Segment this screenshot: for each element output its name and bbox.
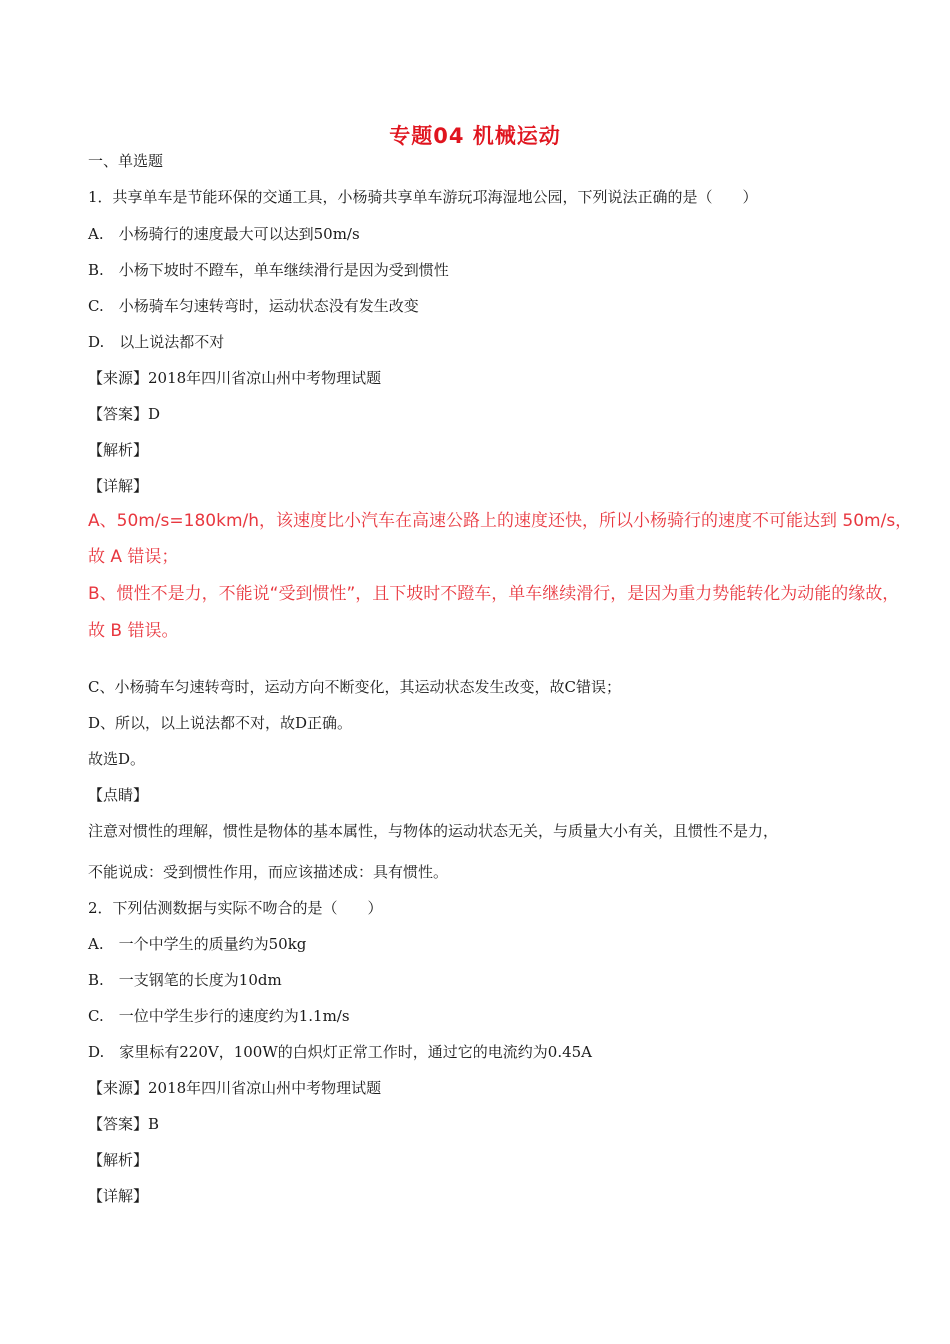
q1-option-b: B. 小杨下坡时不蹬车，单车继续滑行是因为受到惯性 xyxy=(88,261,449,279)
q1-analysis-label: 【解析】 xyxy=(88,441,149,459)
q1-line-c: C、小杨骑车匀速转弯时，运动方向不断变化，其运动状态发生改变，故C错误； xyxy=(88,678,621,696)
q2-source: 【来源】2018年四川省凉山州中考物理试题 xyxy=(88,1079,382,1097)
q1-tip-line-2: 不能说成：受到惯性作用，而应该描述成：具有惯性。 xyxy=(88,863,449,881)
q2-detail-label: 【详解】 xyxy=(88,1187,149,1205)
q1-source: 【来源】2018年四川省凉山州中考物理试题 xyxy=(88,369,382,387)
q2-stem: 2．下列估测数据与实际不吻合的是（ ） xyxy=(88,899,383,917)
q2-answer: 【答案】B xyxy=(88,1115,160,1133)
page-title: 专题04 机械运动 xyxy=(389,124,561,148)
q1-red-line-1: A、50m/s=180km/h，该速度比小汽车在高速公路上的速度还快，所以小杨骑行的速度不可能达到 50m/s， xyxy=(88,511,913,531)
q1-tip-line-1: 注意对惯性的理解，惯性是物体的基本属性，与物体的运动状态无关，与质量大小有关，且惯性不是力， xyxy=(88,822,779,840)
q1-detail-label: 【详解】 xyxy=(88,477,149,495)
q2-option-d: D. 家里标有220V，100W的白炽灯正常工作时，通过它的电流约为0.45A xyxy=(88,1043,593,1061)
q2-option-c: C. 一位中学生步行的速度约为1.1m/s xyxy=(88,1007,350,1025)
q1-answer: 【答案】D xyxy=(88,405,161,423)
q2-option-b: B. 一支钢笔的长度为10dm xyxy=(88,971,282,989)
q1-red-line-2: 故 A 错误； xyxy=(88,547,179,567)
q1-line-d: D、所以，以上说法都不对，故D正确。 xyxy=(88,714,353,732)
q1-option-c: C. 小杨骑车匀速转弯时，运动状态没有发生改变 xyxy=(88,297,419,315)
section-heading: 一、单选题 xyxy=(88,152,164,170)
q1-tip-label: 【点睛】 xyxy=(88,786,149,804)
q1-option-a: A. 小杨骑行的速度最大可以达到50m/s xyxy=(88,225,360,243)
q1-line-choice: 故选D。 xyxy=(88,750,146,768)
q2-option-a: A. 一个中学生的质量约为50kg xyxy=(88,935,307,953)
q1-option-d: D. 以上说法都不对 xyxy=(88,333,225,351)
q1-red-line-4: 故 B 错误。 xyxy=(88,621,179,641)
q1-red-line-3: B、惯性不是力，不能说“受到惯性”，且下坡时不蹬车，单车继续滑行，是因为重力势能转化为动能的缘故， xyxy=(88,584,900,604)
q2-analysis-label: 【解析】 xyxy=(88,1151,149,1169)
q1-stem: 1．共享单车是节能环保的交通工具，小杨骑共享单车游玩邛海湿地公园，下列说法正确的是（ ） xyxy=(88,188,758,206)
